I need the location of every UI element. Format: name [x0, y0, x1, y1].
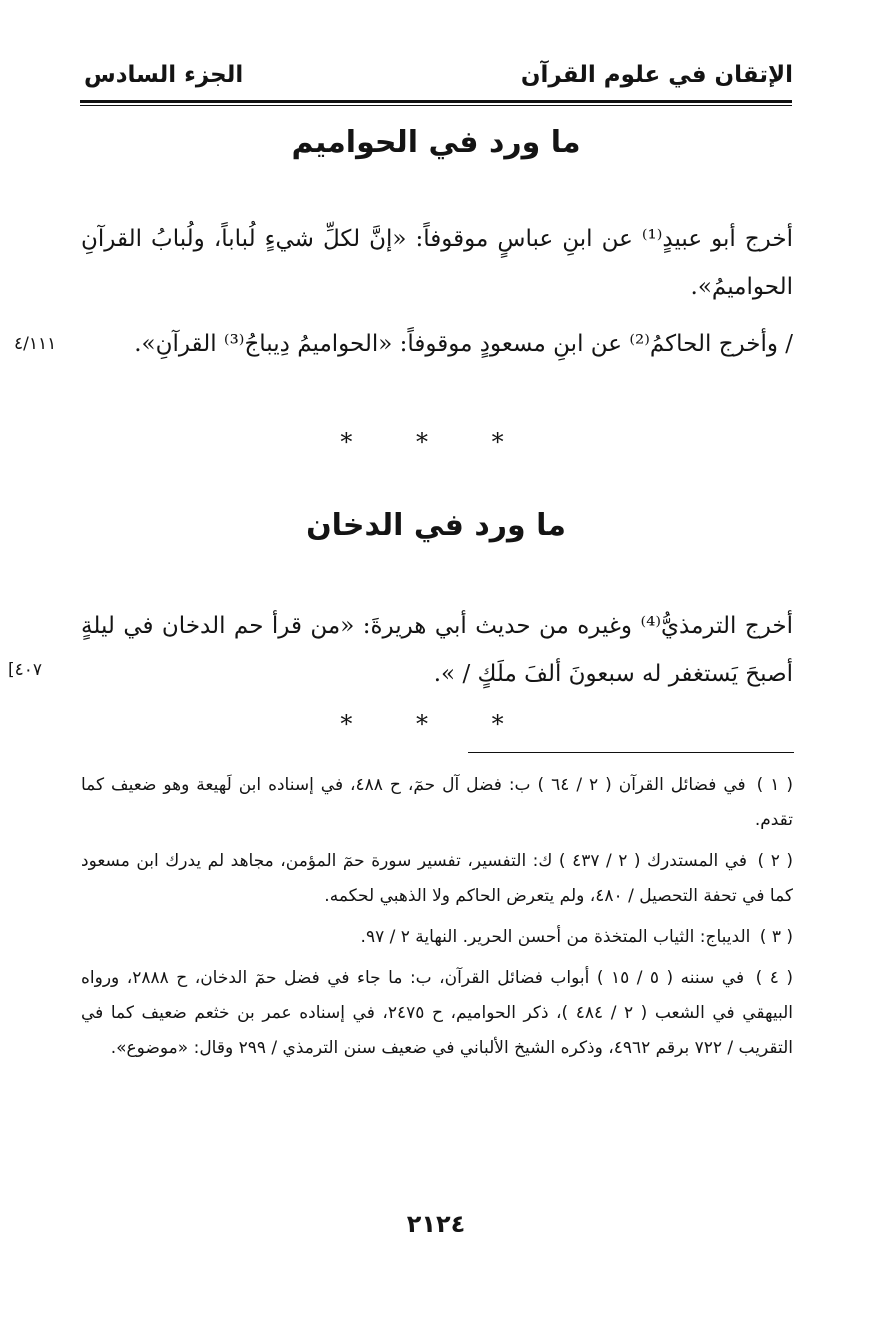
volume-label: الجزء السادس: [84, 62, 244, 88]
footnote-number: ( ٤ ): [755, 968, 793, 988]
section-title-dukhan: ما ورد في الدخان: [306, 508, 566, 543]
footnote-3: [81, 920, 793, 955]
footnotes: [81, 768, 793, 1072]
footnote-2: [81, 844, 793, 914]
paragraph-tirmidhi: أخرج الترمذيُّ⁽⁴⁾ وغيره من حديث أبي هريرةَ: «من قرأ حم الدخان في ليلةٍ أصبحَ يَستغفر له سبعونَ ألفَ ملَكٍ / ».: [81, 613, 794, 687]
paragraph-hakim: / وأخرج الحاكمُ⁽²⁾ عن ابنِ مسعودٍ موقوفاً: «الحواميمُ دِيباجُ⁽³⁾ القرآنِ».: [134, 331, 793, 357]
footnote-rule: [468, 752, 794, 753]
footnote-number: ( ١ ): [756, 775, 793, 795]
section-separator: * * *: [340, 710, 532, 738]
margin-reference: ٤/١١١: [14, 334, 57, 354]
margin-reference: [٤٠٧: [8, 660, 43, 680]
section-title-hawamim: ما ورد في الحواميم: [291, 125, 581, 160]
section-separator: * * *: [340, 428, 532, 456]
footnote-number: ( ٢ ): [757, 851, 793, 871]
header-rule-thin: [80, 105, 792, 106]
footnote-text: في سننه ( ٥ / ١٥ ) أبواب فضائل القرآن، ب: ما جاء في فضل حمٓ الدخان، ح ٢٨٨٨، ورواه البيهقي في الشعب ( ٢ / ٤٨٤ )، ذكر الحواميم، ح ٢٤٧٥، في إسناده عمر بن خثعم ضعيف كما في التقريب / ٧٢٢ برقم ٤٩٦٢، وذكره الشيخ الألباني في ضعيف سنن الترمذي / ٢٩٩ وقال: «موضوع».: [81, 968, 793, 1058]
footnote-text: الديباج: الثياب المتخذة من أحسن الحرير. النهاية ٢ / ٩٧.: [360, 927, 751, 947]
book-title: الإتقان في علوم القرآن: [520, 62, 793, 88]
footnote-4: [81, 961, 793, 1066]
footnote-1: [81, 768, 793, 838]
footnote-text: في فضائل القرآن ( ٢ / ٦٤ ) ب: فضل آل حمٓ، ح ٤٨٨، في إسناده ابن لَهيعة وهو ضعيف كما تقدم.: [81, 775, 793, 830]
page-number: ٢١٢٤: [406, 1210, 466, 1238]
footnote-number: ( ٣ ): [759, 927, 793, 947]
paragraph-abu-ubaid: أخرج أبو عبيدٍ⁽¹⁾ عن ابنِ عباسٍ موقوفاً: «إنَّ لكلِّ شيءٍ لُباباً، ولُبابُ القرآنِ الحواميمُ».: [81, 226, 793, 300]
header-rule: [80, 100, 792, 103]
footnote-text: في المستدرك ( ٢ / ٤٣٧ ) ك: التفسير، تفسير سورة حمٓ المؤمن، مجاهد لم يدرك ابن مسعود كما في تحفة التحصيل / ٤٨٠، ولم يتعرض الحاكم ولا الذهبي لحكمه.: [81, 851, 793, 906]
